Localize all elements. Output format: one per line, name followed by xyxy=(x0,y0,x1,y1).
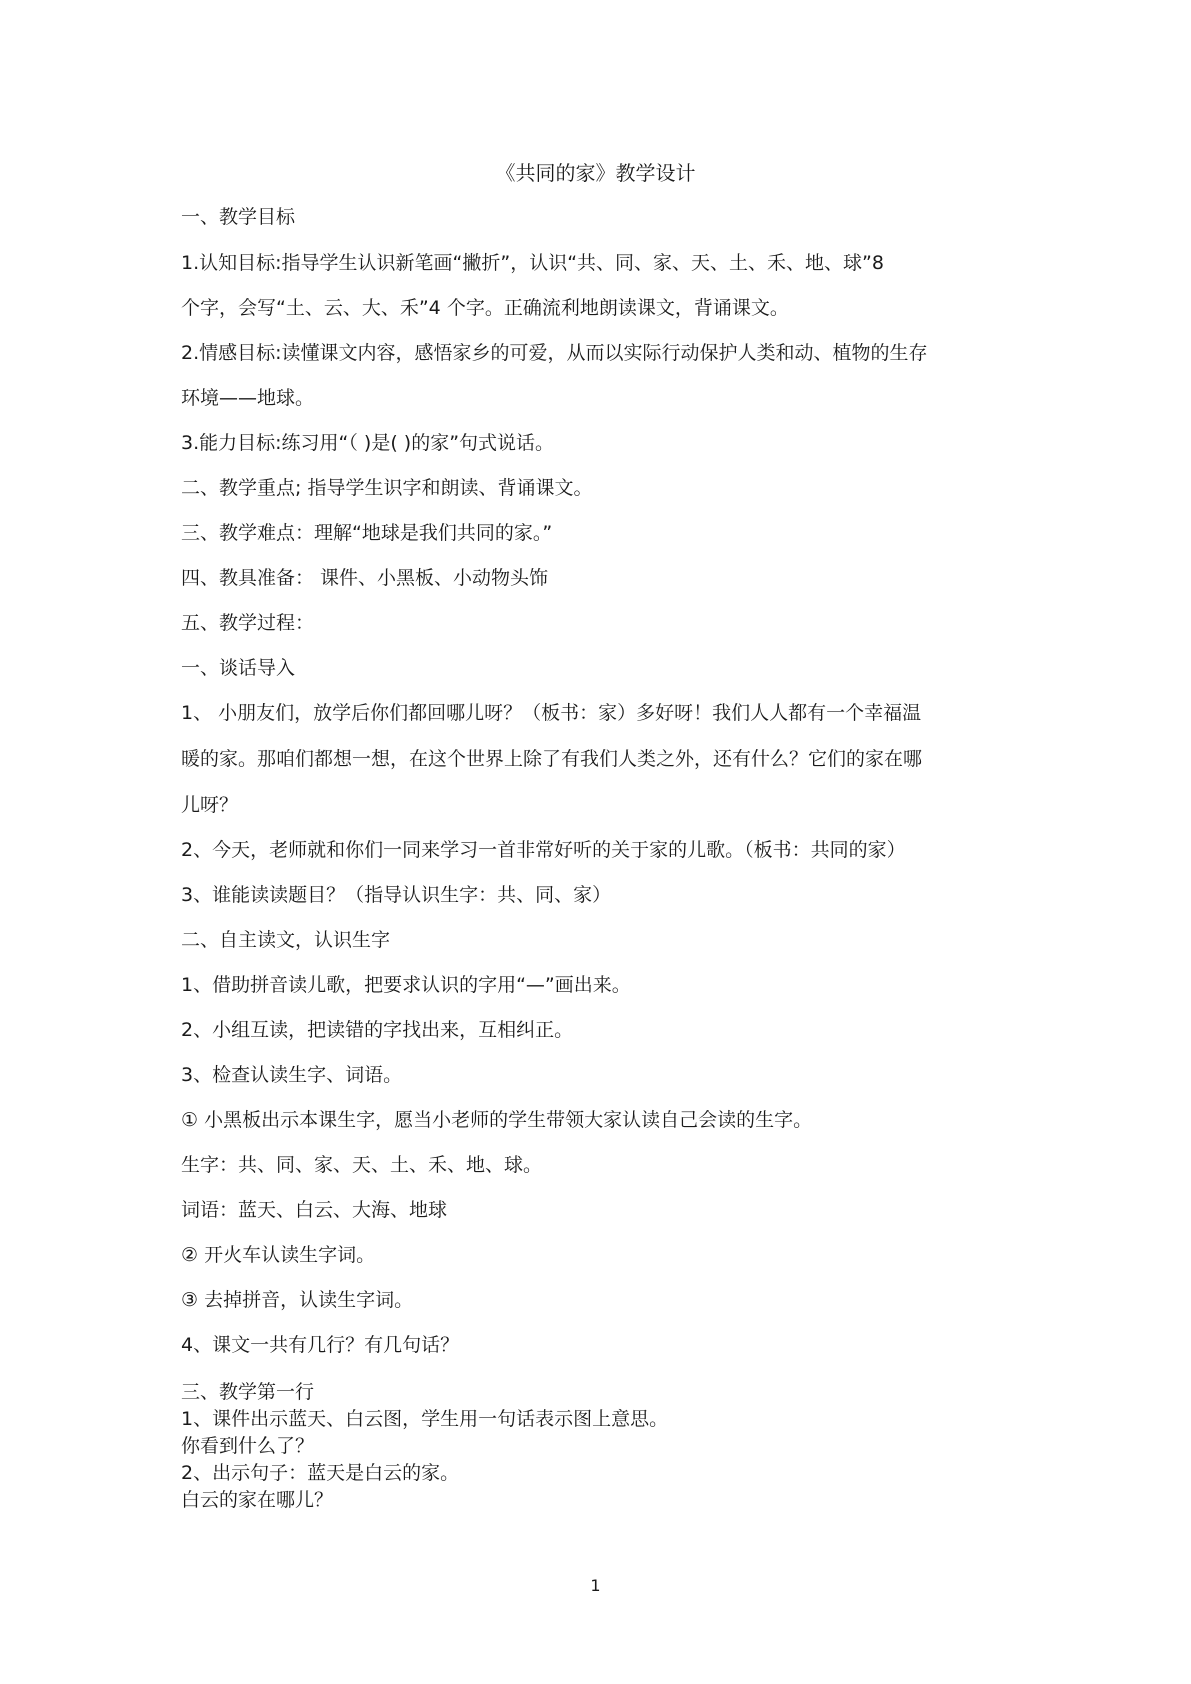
paragraph-line: 2.情感目标:读懂课文内容，感悟家乡的可爱，从而以实际行动保护人类和动、植物的生存 xyxy=(181,342,928,364)
paragraph-line: ② 开火车认读生字词。 xyxy=(181,1244,376,1266)
paragraph-line: 儿呀？ xyxy=(181,794,239,816)
paragraph-line: ① 小黑板出示本课生字，愿当小老师的学生带领大家认读自己会读的生字。 xyxy=(181,1109,813,1131)
paragraph-line: 2、小组互读，把读错的字找出来，互相纠正。 xyxy=(181,1019,574,1041)
subsection-heading: 二、自主读文，认识生字 xyxy=(181,929,391,951)
document-title: 《共同的家》教学设计 xyxy=(495,161,696,185)
paragraph-line: 你看到什么了？ xyxy=(181,1435,315,1457)
section-heading-materials: 四、教具准备： 课件、小黑板、小动物头饰 xyxy=(181,567,549,589)
section-heading-process: 五、教学过程： xyxy=(181,612,315,634)
paragraph-line: 2、出示句子：蓝天是白云的家。 xyxy=(181,1462,460,1484)
paragraph-line: 1、课件出示蓝天、白云图，学生用一句话表示图上意思。 xyxy=(181,1408,669,1430)
paragraph-line: 暖的家。那咱们都想一想，在这个世界上除了有我们人类之外，还有什么？它们的家在哪 xyxy=(181,748,923,770)
page-number: 1 xyxy=(590,1576,601,1595)
subsection-heading: 一、谈话导入 xyxy=(181,657,296,679)
paragraph-line: ③ 去掉拼音，认读生字词。 xyxy=(181,1289,414,1311)
paragraph-line: 环境——地球。 xyxy=(181,387,315,409)
section-heading-key-points: 二、教学重点; 指导学生识字和朗读、背诵课文。 xyxy=(181,477,593,499)
paragraph-line: 生字：共、同、家、天、土、禾、地、球。 xyxy=(181,1154,543,1176)
paragraph-line: 1、 小朋友们，放学后你们都回哪儿呀？（板书：家）多好呀！我们人人都有一个幸福温 xyxy=(181,702,922,724)
paragraph-line: 4、课文一共有几行？有几句话？ xyxy=(181,1334,460,1356)
paragraph-line: 3.能力目标:练习用“（ )是( )的家”句式说话。 xyxy=(181,432,555,454)
paragraph-line: 1.认知目标:指导学生认识新笔画“撇折”，认识“共、同、家、天、土、禾、地、球”8 xyxy=(181,252,884,274)
section-heading-teaching-goals: 一、教学目标 xyxy=(181,206,296,228)
paragraph-line: 3、谁能读读题目？（指导认识生字：共、同、家） xyxy=(181,884,612,906)
paragraph-line: 3、检查认读生字、词语。 xyxy=(181,1064,403,1086)
paragraph-line: 白云的家在哪儿？ xyxy=(181,1489,334,1511)
paragraph-line: 词语：蓝天、白云、大海、地球 xyxy=(181,1199,448,1221)
paragraph-line: 个字，会写“土、云、大、禾”4 个字。正确流利地朗读课文，背诵课文。 xyxy=(181,297,789,319)
section-heading-difficulties: 三、教学难点：理解“地球是我们共同的家。” xyxy=(181,522,553,544)
paragraph-line: 2、今天，老师就和你们一同来学习一首非常好听的关于家的儿歌。（板书：共同的家） xyxy=(181,839,906,861)
subsection-heading: 三、教学第一行 xyxy=(181,1381,315,1403)
paragraph-line: 1、借助拼音读儿歌，把要求认识的字用“—”画出来。 xyxy=(181,974,631,996)
